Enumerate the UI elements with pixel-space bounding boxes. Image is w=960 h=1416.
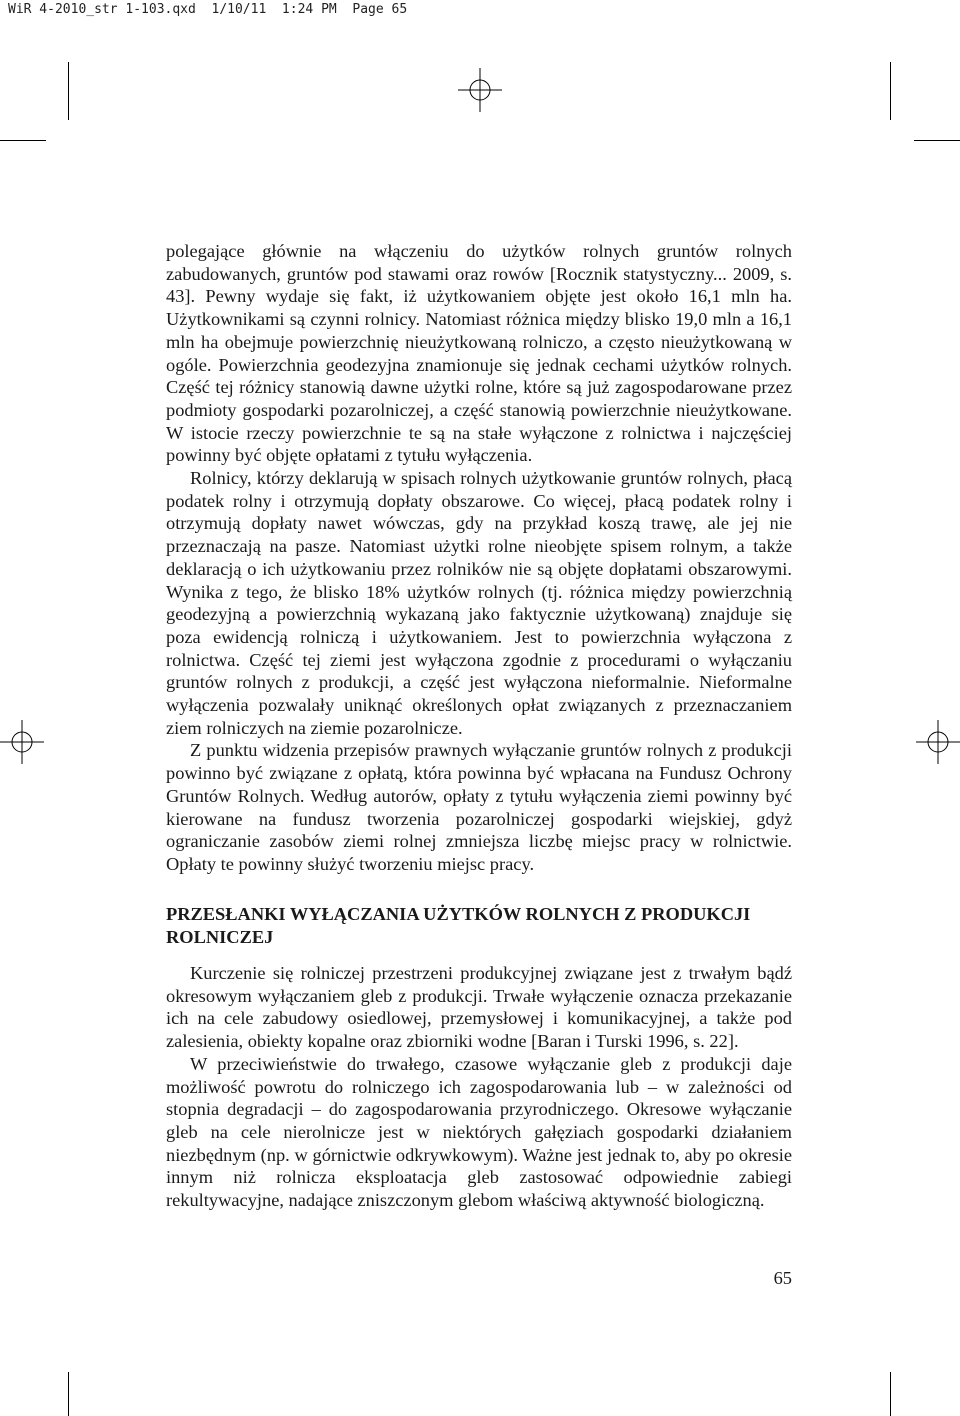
- section-heading: PRZESŁANKI WYŁĄCZANIA UŻYTKÓW ROLNYCH Z PRODUKCJI ROLNICZEJ: [166, 904, 751, 947]
- registration-mark-icon: [0, 720, 44, 764]
- registration-mark-icon: [916, 720, 960, 764]
- paragraph: polegające głównie na włączeniu do użytków rolnych gruntów rolnych zabudowanych, gruntów pod stawami oraz rowów [Rocznik statystyczny... 2009, s. 43]. Pewny wydaje się fakt, iż użytkowaniem objęte jest około 16,1 mln ha. Użytkownikami są czynni rolnicy. Natomiast różnica między blisko 19,0 mln a 16,1 mln ha obejmuje powierzchnię nieużytkowaną rolniczo, a często nieużytkowaną w ogóle. Powierzchnia geodezyjna znamionuje się jednak cechami użytków rolnych. Część tej różnicy stanowią dawne użytki rolne, które są już zagospodarowane przez podmioty gospodarki pozarolniczej, a część stanowią powierzchnie nieużytkowane. W istocie rzeczy powierzchnie te są na stałe wyłączone z rolnictwa i najczęściej powinny być objęte opłatami z tytułu wyłączenia.: [166, 241, 792, 466]
- crop-mark: [68, 1372, 69, 1416]
- page-number: 65: [773, 1268, 792, 1288]
- paragraph: W przeciwieństwie do trwałego, czasowe wyłączanie gleb z produkcji daje możliwość powrotu do rolniczego ich zagospodarowania lub – w zależności od stopnia degradacji – do zagospodarowania przyrodniczego. Okresowe wyłączanie gleb na cele nierolnicze jest w niektórych gałęziach gospodarki działaniem niezbędnym (np. w górnictwie odkrywkowym). Ważne jest jednak to, aby po okresie innym niż rolnicza eksploatacja gleb zastosować odpowiednie zabiegi rekultywacyjne, nadające zniszczonym glebom właściwą aktywność biologiczną.: [166, 1053, 792, 1211]
- crop-mark: [68, 62, 69, 120]
- body-section-2: [166, 962, 792, 1212]
- crop-mark: [0, 140, 46, 141]
- registration-mark-icon: [458, 68, 502, 112]
- paragraph: Z punktu widzenia przepisów prawnych wyłączanie gruntów rolnych z produkcji powinno być związane z opłatą, która powinna być wpłacana na Fundusz Ochrony Gruntów Rolnych. Według autorów, opłaty z tytułu wyłączenia ziemi powinny być kierowane na fundusz tworzenia pozarolniczej gospodarki wiejskiej, gdyż ograniczanie zasobów ziemi rolnej zmniejsza liczbę miejsc pracy w rolnictwie. Opłaty te powinny służyć tworzeniu miejsc pracy.: [166, 740, 792, 874]
- crop-mark: [890, 62, 891, 120]
- crop-mark: [890, 1372, 891, 1416]
- slug-line: WiR 4-2010_str 1-103.qxd 1/10/11 1:24 PM Page 65: [8, 2, 408, 17]
- paragraph: Rolnicy, którzy deklarują w spisach rolnych użytkowanie gruntów rolnych, płacą podatek rolny i otrzymują dopłaty obszarowe. Co więcej, płacą podatek rolny i otrzymują dopłaty nawet wówczas, gdy na przykład koszą trawę, ale jej nie przeznaczają na pasze. Natomiast użytki rolne nieobjęte spisem rolnym, a także deklaracją o ich użytkowaniu przez rolników nie są objęte dopłatami obszarowymi. Wynika z tego, że blisko 18% użytków rolnych (tj. różnica między powierzchnią geodezyjną a powierzchnią wykazaną jako faktycznie użytkowaną) znajduje się poza ewidencją rolniczą i użytkowaniem. Jest to powierzchnia wyłączona z rolnictwa. Część tej ziemi jest wyłączona zgodnie z procedurami o wyłączaniu gruntów rolnych z produkcji, a część jest wyłączona nieformalnie. Nieformalne wyłączenia pozwalały uniknąć określonych opłat związanych z przeznaczaniem ziem rolniczych na ziemie pozarolnicze.: [166, 468, 792, 738]
- paragraph: Kurczenie się rolniczej przestrzeni produkcyjnej związane jest z trwałym bądź okresowym wyłączaniem gleb z produkcji. Trwałe wyłączenie oznacza przekazanie ich na cele zabudowy osiedlowej, przemysłowej i komunikacyjnej, a także pod zalesienia, obiekty kopalne oraz zbiorniki wodne [Baran i Turski 1996, s. 22].: [166, 963, 792, 1052]
- crop-mark: [914, 140, 960, 141]
- body-section-1: [166, 240, 792, 876]
